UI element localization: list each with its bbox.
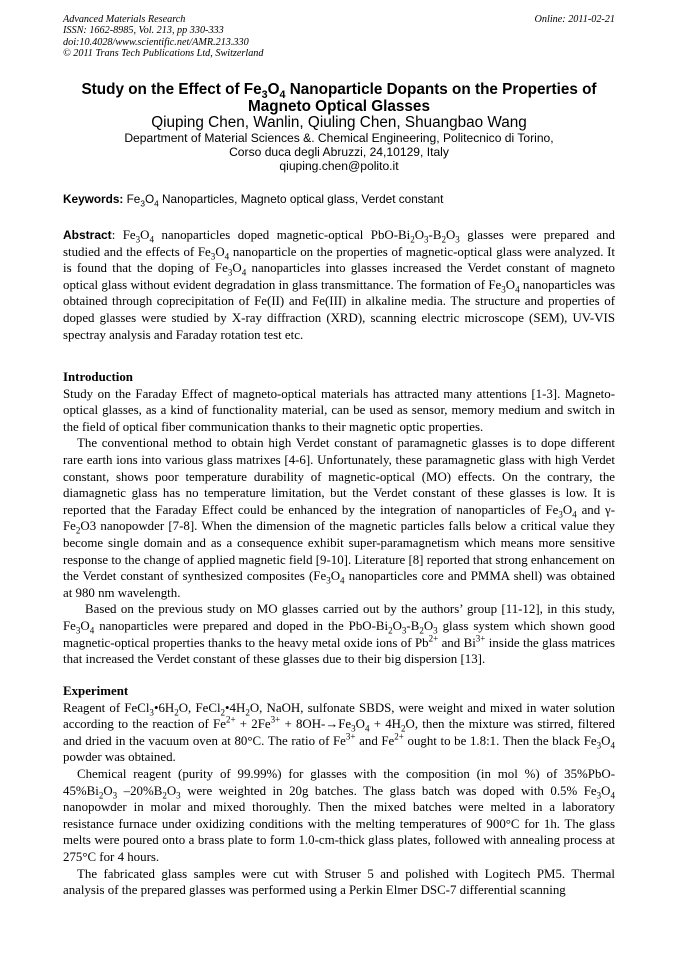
text-run: and γ-Fe	[63, 502, 616, 534]
text-run: O	[140, 228, 150, 242]
keyword-subscript: 4	[154, 199, 159, 209]
subscript: 3	[596, 740, 602, 751]
paper-title	[63, 81, 615, 115]
text-run: Based on the previous study on MO glasses carried out by the authors’ group [11-12], in this study, Fe	[63, 602, 615, 633]
text-run: O	[392, 618, 402, 633]
title-subscript: 3	[261, 89, 268, 102]
journal-header	[63, 14, 615, 60]
superscript: 3+	[270, 714, 281, 725]
title-line2: Magneto Optical Glasses	[248, 98, 430, 115]
subscript: 2	[388, 625, 393, 636]
section-heading: Experiment	[63, 684, 129, 698]
subscript: 2	[162, 790, 167, 801]
subscript: 3	[351, 723, 356, 734]
text-run: O	[445, 228, 456, 242]
text-run: O	[330, 569, 341, 584]
intro-paragraph-2	[63, 435, 615, 601]
superscript: 2+	[394, 731, 404, 742]
text-run: nanoparticles doped magnetic-optical PbO-Bi	[154, 228, 411, 242]
text-run: were weighted in 20g batches. The glass batch was doped with 0.5% Fe	[180, 783, 597, 798]
subscript: 4	[224, 251, 230, 262]
text-run: Reagent of FeCl	[63, 700, 150, 715]
experiment-paragraph-1	[63, 700, 615, 766]
affiliation-line: Department of Material Sciences &. Chemical Engineering, Politecnico di Torino,	[124, 131, 554, 145]
keyword-text: Fe	[126, 192, 141, 206]
superscript: 3+	[345, 731, 356, 742]
subscript: 2	[441, 234, 446, 245]
text-run: O	[166, 783, 177, 798]
text-run: O	[80, 618, 90, 633]
text-run: O	[423, 618, 434, 633]
subscript: 3	[135, 234, 141, 245]
superscript: 2+	[225, 714, 236, 725]
subscript: 3	[227, 267, 233, 278]
subscript: 3	[424, 234, 429, 245]
text-run: -B	[406, 618, 420, 633]
issn-line: ISSN: 1662-8985, Vol. 213, pp 330-333	[63, 25, 224, 37]
subscript: 4	[572, 509, 577, 520]
text-run: O	[103, 783, 113, 798]
intro-paragraph-1: Study on the Faraday Effect of magneto-optical materials has attracted many attentions [1-3]. Magneto-optical glasses, as a kind of functionality material, can be used as sensor, memory medium and switch in the field of optical fiber communication thanks to their magnetic optic properties.	[63, 386, 615, 434]
subscript: 2	[174, 707, 179, 718]
text-run: O, NaOH, sulfonate SBDS, were weight and mixed in water solution according to the reaction of Fe	[63, 700, 615, 732]
text-run: + 4H	[369, 717, 401, 732]
subscript: 3	[149, 707, 154, 718]
text-run: –20%B	[117, 783, 163, 798]
text-run: nanopowder [7-8]. When the dimension of the magnetic particles falls below a critical value they become single domain and as a consequence exhibit super-paramagnetism which means more sensitive response to the change of applied magnetic field [9-10]. Literature [8] reported that strong enhancement on the Verdet constant of synthesized composites (Fe	[63, 519, 615, 584]
superscript: 3+	[475, 633, 486, 644]
text-run: O	[505, 277, 516, 292]
superscript: 2+	[428, 633, 439, 644]
text-run: nanoparticles were prepared and doped in the PbO-Bi	[94, 618, 389, 633]
text-run: O3	[80, 519, 97, 534]
subscript: 3	[75, 625, 81, 636]
subscript: 3	[501, 284, 506, 295]
subscript: 4	[241, 267, 247, 278]
subscript: 2	[98, 790, 104, 801]
text-run: + 2Fe	[235, 717, 271, 732]
keyword-text: O	[144, 192, 155, 206]
experiment-paragraph-2	[63, 766, 615, 866]
keywords-label: Keywords:	[63, 192, 124, 206]
subscript: 3	[596, 790, 602, 801]
subscript: 3	[433, 625, 438, 636]
title-subscript: 4	[279, 89, 286, 102]
text-run: O	[601, 733, 611, 748]
introduction-section	[63, 369, 615, 668]
title-text: O	[267, 81, 280, 98]
text-run: •6H	[153, 700, 175, 715]
text-run: O	[355, 717, 365, 732]
subscript: 2	[220, 707, 226, 718]
title-text: Study on the Effect of Fe	[81, 81, 262, 98]
text-run: and Bi	[438, 635, 476, 650]
subscript: 2	[401, 723, 406, 734]
text-run: O	[601, 783, 611, 798]
text-run: and Fe	[355, 733, 395, 748]
author-email[interactable]: qiuping.chen@polito.it	[279, 159, 399, 174]
text-run: ought to be 1.8:1. Then the black Fe	[403, 733, 597, 748]
affiliation	[63, 131, 615, 174]
text-run: : Fe	[111, 228, 136, 242]
subscript: 3	[455, 234, 460, 245]
keyword-subscript: 3	[140, 199, 145, 209]
subscript: 2	[245, 707, 250, 718]
text-run: O	[414, 228, 425, 242]
author-list: Qiuping Chen, Wanlin, Qiuling Chen, Shuangbao Wang	[151, 114, 527, 131]
text-run: inside the glass matrices that increased the Verdet constant of these glasses due to their big dispersion [13].	[63, 635, 615, 667]
text-run: glass system which shown good magnetic-optical properties thanks to the heavy metal oxide ions of Pb	[63, 618, 615, 650]
abstract-label: Abstract	[63, 228, 112, 242]
subscript: 4	[515, 284, 520, 295]
journal-name: Advanced Materials Research	[63, 14, 186, 25]
subscript: 3	[112, 790, 118, 801]
text-run: nanoparticles was obtained through coprecipitation of Fe(II) and Fe(III) in alkaline media. The structure and properties of doped glasses were studied by X-ray diffraction (XRD), scanning electric microscope (SEM), UV-VIS spectray analysis and Faraday rotation test etc.	[63, 277, 615, 342]
subscript: 3	[176, 790, 181, 801]
subscript: 2	[410, 234, 415, 245]
text-run: nanoparticle on the properties of magnetic-optical glass were analyzed. It is found that the doping of Fe	[63, 244, 615, 276]
text-run: Chemical reagent (purity of 99.99%) for glasses with the composition (in mol %) of 35%PbO-45%Bi	[63, 766, 615, 798]
subscript: 4	[364, 723, 370, 734]
online-date: Online: 2011-02-21	[534, 14, 615, 25]
text-run: O, then the mixture was stirred, filtered and dried in the vacuum oven at 80°C. The ratio of Fe	[63, 717, 615, 748]
subscript: 3	[558, 509, 563, 520]
intro-paragraph-3	[63, 601, 615, 667]
experiment-paragraph-3: The fabricated glass samples were cut with Struser 5 and polished with Logitech PM5. Thermal analysis of the prepared glasses was performed using a Perkin Elmer DSC-7 differential scanning	[63, 866, 615, 898]
keywords	[63, 192, 615, 209]
text-run: nanoparticles into glasses increased the Verdet constant of magneto optical glass without evident degradation in glass transmittance. The formation of Fe	[63, 261, 615, 292]
text-run: nanopowder in molar and mixed thoroughly. Then the mixed batches were melted in a laboratory resistance furnace under oxidizing conditions with the melting temperatures of 900°C for 1h. The glass melts were poured onto a brass plate to form 1.0-cm-thick glass plates, followed with annealing process at 275°C for 4 hours.	[63, 800, 615, 864]
title-text: Nanoparticle Dopants on the Properties of	[285, 81, 597, 98]
subscript: 3	[210, 251, 216, 262]
subscript: 4	[610, 740, 615, 751]
section-heading: Introduction	[63, 370, 133, 384]
copyright-line: © 2011 Trans Tech Publications Ltd, Switzerland	[63, 48, 264, 60]
subscript: 2	[419, 625, 424, 636]
text-run: nanoparticles core and PMMA shell) was obtained at 980 nm wavelength.	[63, 569, 615, 600]
text-run: powder was obtained.	[63, 750, 176, 765]
subscript: 4	[149, 234, 154, 245]
subscript: 4	[610, 790, 615, 801]
text-run: O	[215, 244, 225, 259]
keyword-text: Nanoparticles, Magneto optical glass, Verdet constant	[158, 192, 444, 206]
text-run: O	[232, 261, 242, 276]
abstract	[63, 227, 615, 343]
text-run: O	[562, 502, 573, 517]
experiment-section	[63, 683, 615, 899]
text-run: •4H	[225, 700, 246, 715]
subscript: 4	[340, 575, 345, 586]
abstract-paragraph	[63, 227, 615, 343]
subscript: 3	[326, 575, 331, 586]
text-run: O, FeCl	[178, 700, 221, 715]
affiliation-address: Corso duca degli Abruzzi, 24,10129, Italy	[229, 145, 449, 160]
text-run: The conventional method to obtain high Verdet constant of paramagnetic glasses is to dope different rare earth ions into various glass matrixes [4-6]. Unfortunately, these paramagnetic glass with high Verdet constant, shows poor temperature durability of magnetic-optical (MO) effects. On the contrary, the diamagnetic glass has no temperature limitation, but the Verdet constant of these glasses is low. It is reported that the Faraday Effect could be enhanced by the integration of nanoparticles of Fe	[63, 436, 615, 517]
text-run: -B	[428, 228, 442, 242]
text-run: + 8OH-→Fe	[280, 717, 352, 732]
subscript: 3	[401, 625, 407, 636]
doi-line: doi:10.4028/www.scientific.net/AMR.213.330	[63, 36, 249, 48]
subscript: 4	[89, 625, 95, 636]
subscript: 2	[75, 525, 81, 536]
text-run: glasses were prepared and studied and the effects of Fe	[63, 228, 615, 259]
